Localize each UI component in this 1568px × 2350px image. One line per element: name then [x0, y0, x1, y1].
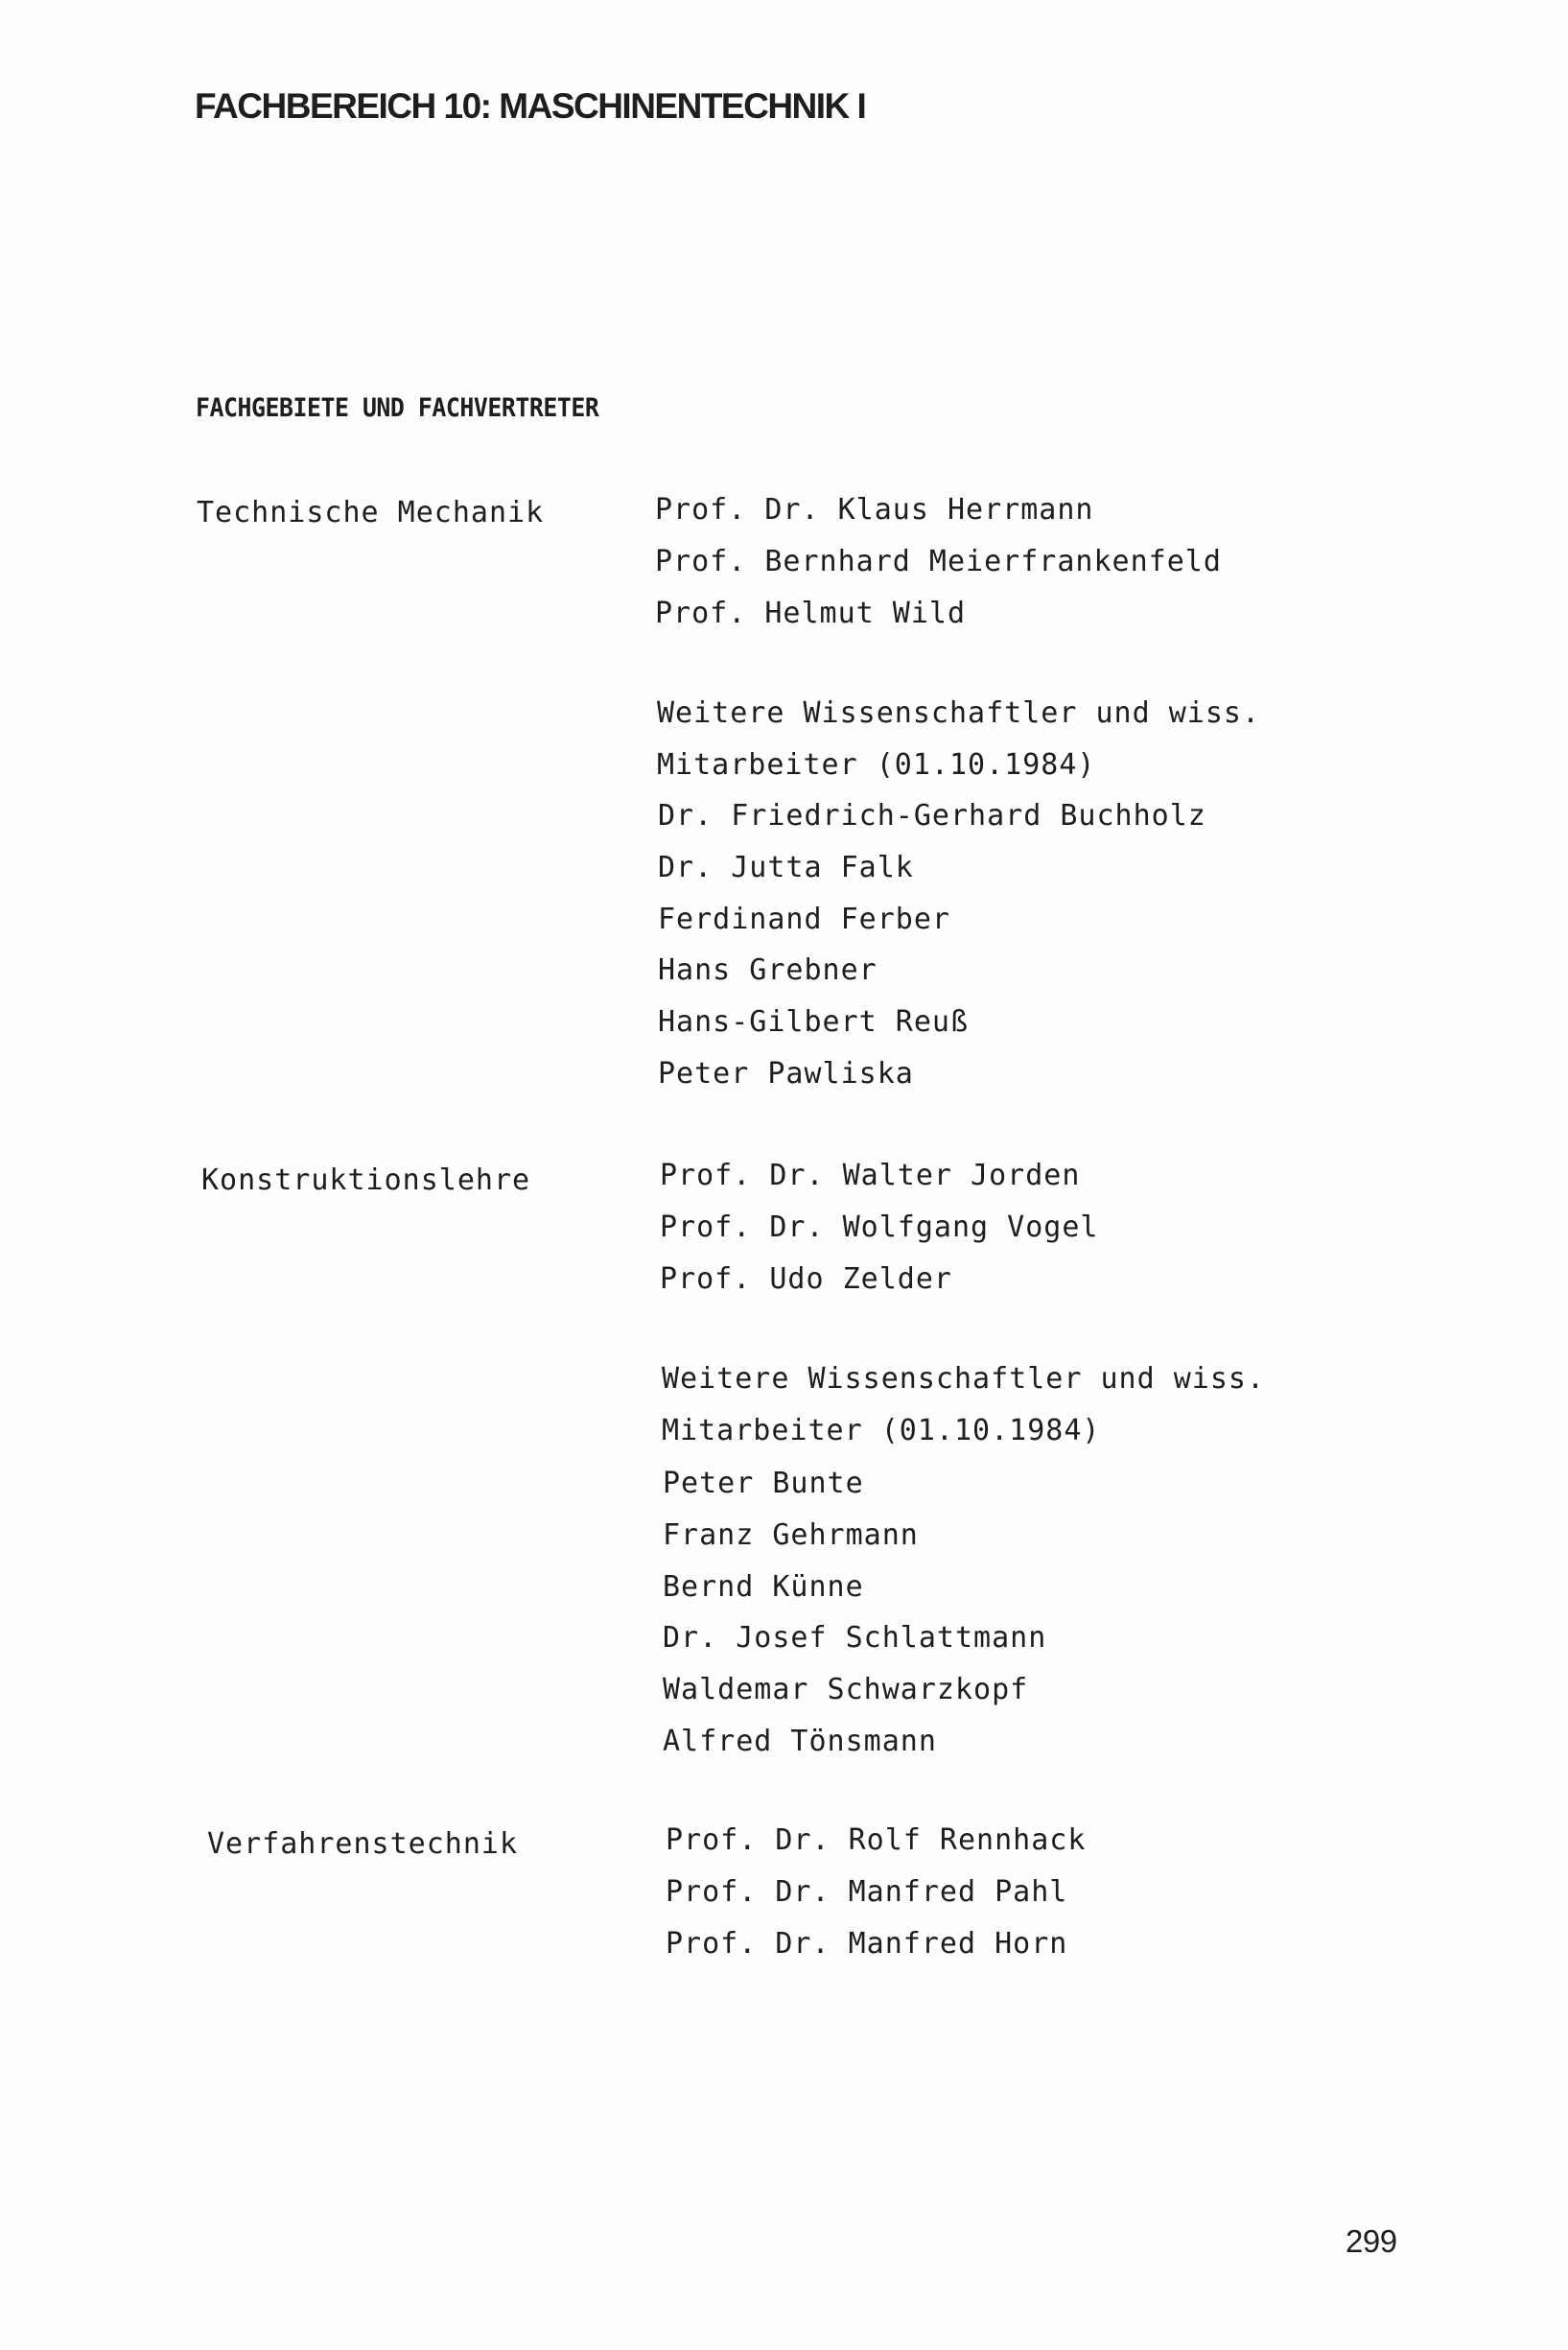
professor-name: Prof. Dr. Rolf Rennhack: [666, 1823, 1087, 1857]
staff-name: Alfred Tönsmann: [663, 1724, 937, 1758]
staff-heading-line: Weitere Wissenschaftler und wiss.: [662, 1362, 1266, 1396]
staff-name: Hans Grebner: [658, 953, 878, 988]
area-label: Konstruktionslehre: [201, 1163, 531, 1197]
staff-name: Peter Pawliska: [658, 1056, 914, 1091]
professor-list: [666, 1815, 1086, 1969]
staff-heading: [657, 688, 1260, 791]
page-header: FACHBEREICH 10: MASCHINENTECHNIK I: [195, 86, 866, 126]
professor-list: [660, 1150, 1098, 1304]
staff-name: Dr. Jutta Falk: [658, 850, 914, 884]
staff-name: Dr. Josef Schlattmann: [663, 1621, 1047, 1656]
staff-name: Dr. Friedrich-Gerhard Buchholz: [658, 799, 1206, 833]
staff-list: [658, 790, 1206, 1100]
section-heading: FACHGEBIETE UND FACHVERTRETER: [196, 393, 599, 423]
staff-heading-line: Weitere Wissenschaftler und wiss.: [657, 696, 1261, 730]
staff-name: Bernd Künne: [663, 1569, 864, 1604]
professor-name: Prof. Udo Zelder: [660, 1261, 952, 1296]
staff-name: Hans-Gilbert Reuß: [658, 1005, 970, 1040]
staff-name: Peter Bunte: [663, 1467, 864, 1500]
area-label: Verfahrenstechnik: [207, 1827, 519, 1861]
page-number: 299: [1346, 2223, 1397, 2259]
professor-name: Prof. Bernhard Meierfrankenfeld: [655, 544, 1222, 578]
staff-heading-line: Mitarbeiter (01.10.1984): [657, 747, 1096, 782]
professor-name: Prof. Helmut Wild: [655, 596, 967, 630]
area-label: Technische Mechanik: [197, 496, 545, 529]
staff-name: Franz Gehrmann: [663, 1517, 919, 1552]
professor-name: Prof. Dr. Klaus Herrmann: [655, 493, 1094, 527]
professor-name: Prof. Dr. Manfred Horn: [666, 1926, 1068, 1961]
staff-heading: [662, 1353, 1265, 1457]
professor-name: Prof. Dr. Walter Jorden: [660, 1159, 1081, 1192]
staff-heading-line: Mitarbeiter (01.10.1984): [662, 1413, 1101, 1447]
staff-name: Ferdinand Ferber: [658, 902, 950, 936]
staff-list: [663, 1458, 1046, 1768]
professor-name: Prof. Dr. Manfred Pahl: [666, 1874, 1068, 1909]
professor-list: [655, 484, 1222, 639]
professor-name: Prof. Dr. Wolfgang Vogel: [660, 1210, 1099, 1244]
staff-name: Waldemar Schwarzkopf: [663, 1673, 1029, 1707]
